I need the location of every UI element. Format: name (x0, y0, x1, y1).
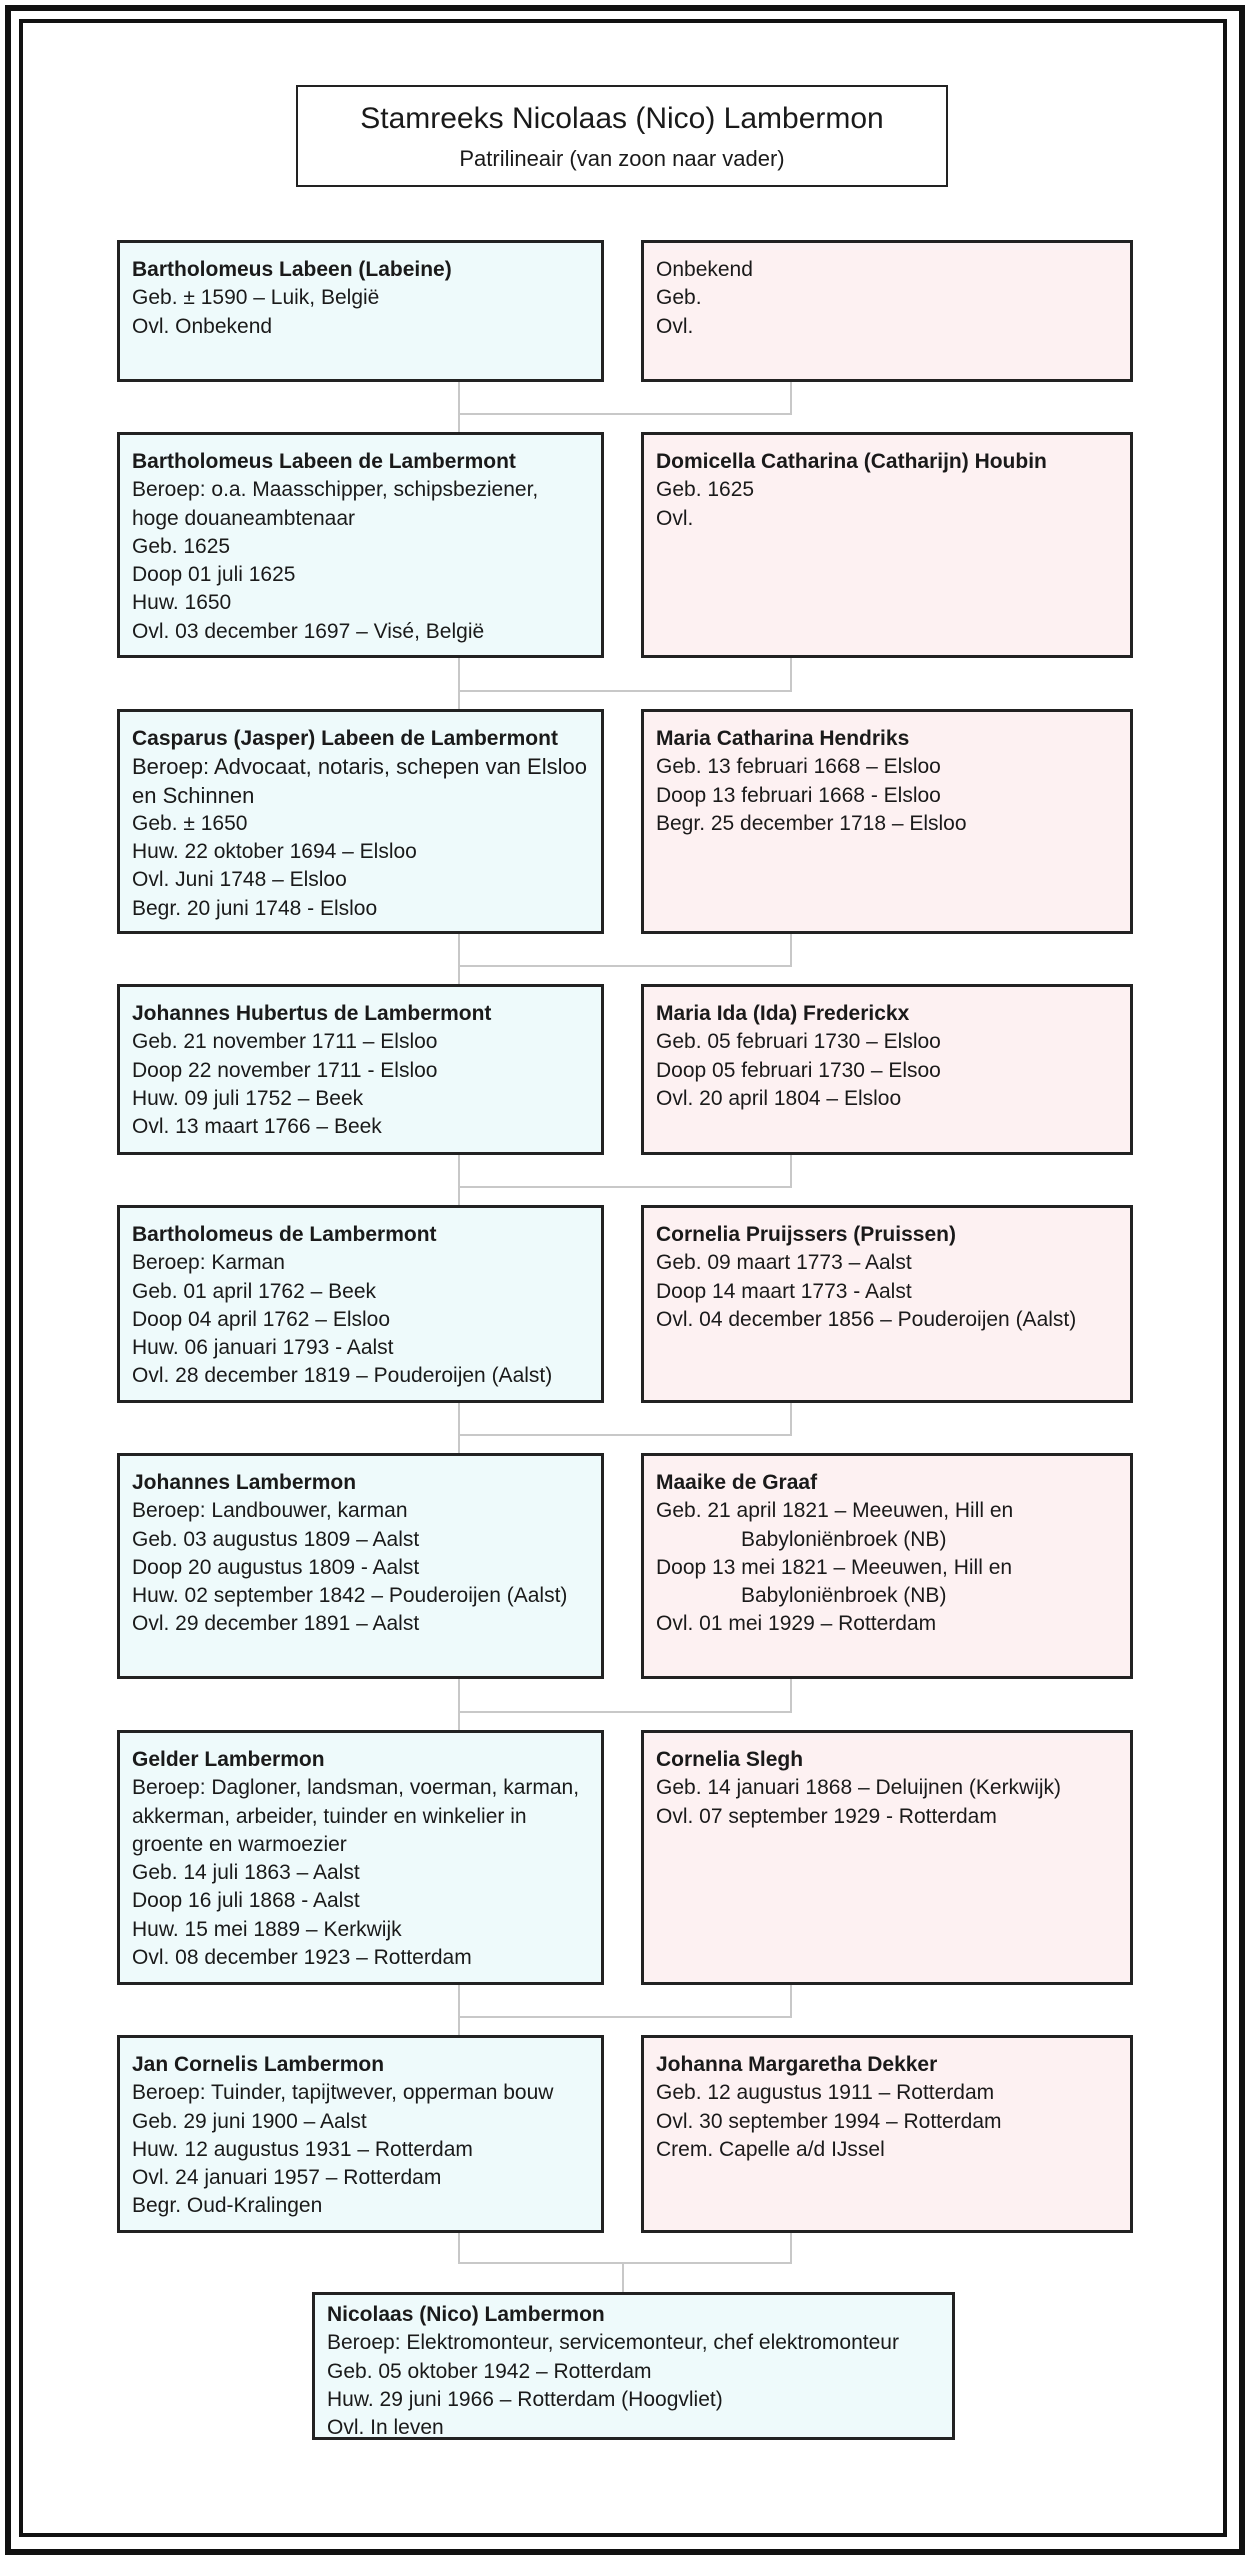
person-detail: Ovl. 03 december 1697 – Visé, België (132, 619, 485, 643)
person-detail: Babyloniënbroek (NB) (741, 1584, 947, 1608)
person-detail: Geb. 21 april 1821 – Meeuwen, Hill en (656, 1499, 1014, 1523)
person-detail: Begr. 20 juni 1748 - Elsloo (132, 896, 378, 920)
person-detail: Ovl. 29 december 1891 – Aalst (132, 1612, 420, 1636)
person-box-father (117, 1453, 604, 1679)
person-detail: Huw. 06 januari 1793 - Aalst (132, 1336, 394, 1360)
person-detail: Ovl. 07 september 1929 - Rotterdam (656, 1804, 997, 1828)
person-detail: Begr. 25 december 1718 – Elsloo (656, 811, 967, 835)
person-name: Bartholomeus de Lambermont (132, 1223, 437, 1246)
person-detail: Doop 13 februari 1668 - Elsloo (656, 783, 941, 807)
connector-segment (458, 1985, 460, 2035)
person-name: Johanna Margaretha Dekker (656, 2053, 938, 2076)
person-detail: Geb. 12 augustus 1911 – Rotterdam (656, 2081, 995, 2105)
person-detail: Ovl. 20 april 1804 – Elsloo (656, 1086, 902, 1110)
person-detail: Ovl. 24 januari 1957 – Rotterdam (132, 2166, 442, 2190)
connector-segment (790, 1679, 792, 1711)
person-detail: Huw. 1650 (132, 591, 232, 615)
person-box-father (117, 709, 604, 934)
person-detail: Geb. 14 juli 1863 – Aalst (132, 1861, 360, 1885)
page-title: Stamreeks Nicolaas (Nico) Lambermon (360, 102, 884, 135)
person-detail: Doop 04 april 1762 – Elsloo (132, 1307, 391, 1331)
person-name: Maria Ida (Ida) Frederickx (656, 1002, 910, 1025)
connector-segment (790, 1403, 792, 1434)
person-detail: Geb. 13 februari 1668 – Elsloo (656, 755, 941, 779)
person-detail: Ovl. 04 december 1856 – Pouderoijen (Aalst) (656, 1307, 1077, 1331)
person-name: Nicolaas (Nico) Lambermon (327, 2303, 605, 2326)
person-detail: Doop 14 maart 1773 - Aalst (656, 1279, 912, 1303)
person-detail: Doop 13 mei 1821 – Meeuwen, Hill en (656, 1555, 1013, 1579)
title-box (296, 85, 948, 187)
person-name: Domicella Catharina (Catharijn) Houbin (656, 450, 1047, 473)
person-detail: Ovl. 30 september 1994 – Rotterdam (656, 2109, 1002, 2133)
person-detail: Huw. 02 september 1842 – Pouderoijen (Aalst) (132, 1584, 568, 1608)
person-box-mother (641, 1205, 1133, 1403)
person-name: Cornelia Pruijssers (Pruissen) (656, 1223, 956, 1246)
person-detail: Ovl. 01 mei 1929 – Rotterdam (656, 1612, 937, 1636)
connector-segment (458, 965, 792, 967)
person-box-father (117, 1730, 604, 1985)
connector-segment (458, 1434, 792, 1436)
person-detail: Ovl. 28 december 1819 – Pouderoijen (Aalst) (132, 1364, 553, 1388)
person-detail: Doop 05 februari 1730 – Elsoo (656, 1058, 941, 1082)
person-detail: Huw. 09 juli 1752 – Beek (132, 1086, 364, 1110)
person-box-final (312, 2292, 955, 2440)
person-box-mother (641, 984, 1133, 1155)
connector-segment (622, 2262, 624, 2292)
person-detail: Huw. 29 juni 1966 – Rotterdam (Hoogvliet) (327, 2387, 723, 2411)
page-subtitle: Patrilineair (van zoon naar vader) (459, 146, 785, 171)
person-detail: Huw. 12 augustus 1931 – Rotterdam (132, 2137, 473, 2161)
person-detail: Ovl. 13 maart 1766 – Beek (132, 1115, 382, 1139)
person-detail: Beroep: Dagloner, landsman, voerman, karman, akkerman, arbeider, tuinder en winkelier in groente en warmoezier (132, 1776, 580, 1856)
person-name: Maria Catharina Hendriks (656, 727, 910, 750)
person-detail: Geb. 14 januari 1868 – Deluijnen (Kerkwijk) (656, 1776, 1062, 1800)
person-box-father (117, 1205, 604, 1403)
person-detail: Doop 16 juli 1868 - Aalst (132, 1889, 360, 1913)
person-detail: Ovl. Juni 1748 – Elsloo (132, 868, 347, 892)
person-box-father (117, 240, 604, 382)
connector-segment (458, 1679, 460, 1730)
person-box-father (117, 2035, 604, 2233)
person-detail: Beroep: o.a. Maasschipper, schipsbeziener, hoge douaneambtenaar (132, 478, 539, 530)
person-detail: Geb. (656, 286, 702, 310)
person-detail: Beroep: Elektromonteur, servicemonteur, chef elektromonteur (327, 2331, 899, 2355)
connector-segment (458, 1186, 792, 1188)
person-detail: Ovl. In leven (327, 2416, 444, 2440)
person-name: Maaike de Graaf (656, 1471, 818, 1494)
person-detail: Geb. 05 oktober 1942 – Rotterdam (327, 2359, 652, 2383)
person-name: Gelder Lambermon (132, 1748, 325, 1771)
connector-segment (458, 1711, 792, 1713)
connector-segment (790, 2233, 792, 2262)
connector-segment (790, 1985, 792, 2016)
connector-segment (790, 382, 792, 413)
person-detail: Beroep: Landbouwer, karman (132, 1499, 408, 1523)
person-name: Bartholomeus Labeen de Lambermont (132, 450, 516, 473)
person-detail: Ovl. 08 december 1923 – Rotterdam (132, 1946, 472, 1970)
person-detail: Geb. 21 november 1711 – Elsloo (132, 1030, 438, 1054)
person-detail: Doop 20 augustus 1809 - Aalst (132, 1555, 420, 1579)
person-detail: Huw. 15 mei 1889 – Kerkwijk (132, 1917, 402, 1941)
person-box-mother (641, 2035, 1133, 2233)
connector-segment (458, 1155, 460, 1205)
connector-segment (458, 2016, 792, 2018)
person-detail: Beroep: Advocaat, notaris, schepen van Elsloo en Schinnen (132, 754, 587, 808)
person-box-mother (641, 709, 1133, 934)
connector-segment (458, 690, 792, 692)
person-detail: Ovl. (656, 506, 694, 530)
connector-segment (458, 2233, 460, 2262)
person-box-mother (641, 1453, 1133, 1679)
connector-segment (458, 413, 792, 415)
person-box-mother (641, 432, 1133, 658)
connector-segment (458, 934, 460, 984)
connector-segment (458, 1403, 460, 1453)
person-detail: Doop 22 november 1711 - Elsloo (132, 1058, 438, 1082)
person-detail: Onbekend (656, 258, 753, 281)
person-detail: Doop 01 juli 1625 (132, 563, 296, 587)
person-detail: Geb. 29 juni 1900 – Aalst (132, 2109, 367, 2133)
person-detail: Geb. 1625 (656, 478, 755, 502)
person-detail: Geb. 09 maart 1773 – Aalst (656, 1251, 912, 1275)
person-name: Bartholomeus Labeen (Labeine) (132, 258, 452, 281)
person-detail: Geb. ± 1650 (132, 811, 248, 835)
person-name: Cornelia Slegh (656, 1748, 804, 1771)
person-detail: Ovl. Onbekend (132, 314, 273, 338)
person-detail: Crem. Capelle a/d IJssel (656, 2137, 885, 2161)
person-detail: Geb. 01 april 1762 – Beek (132, 1279, 377, 1303)
person-box-mother (641, 1730, 1133, 1985)
connector-segment (458, 658, 460, 709)
connector-segment (458, 2262, 792, 2264)
connector-segment (790, 934, 792, 965)
person-detail: Geb. 1625 (132, 534, 231, 558)
person-detail: Geb. ± 1590 – Luik, België (132, 286, 380, 310)
person-detail: Beroep: Karman (132, 1251, 285, 1275)
person-name: Casparus (Jasper) Labeen de Lambermont (132, 727, 558, 750)
person-name: Johannes Hubertus de Lambermont (132, 1002, 492, 1025)
person-box-father (117, 984, 604, 1155)
person-name: Johannes Lambermon (132, 1471, 357, 1494)
person-box-father (117, 432, 604, 658)
person-detail: Geb. 03 augustus 1809 – Aalst (132, 1527, 420, 1551)
person-name: Jan Cornelis Lambermon (132, 2053, 385, 2076)
connector-segment (790, 1155, 792, 1186)
person-detail: Begr. Oud-Kralingen (132, 2194, 323, 2218)
person-detail: Babyloniënbroek (NB) (741, 1527, 947, 1551)
person-detail: Geb. 05 februari 1730 – Elsloo (656, 1030, 941, 1054)
person-box-mother (641, 240, 1133, 382)
connector-segment (790, 658, 792, 690)
person-detail: Beroep: Tuinder, tapijtwever, opperman bouw (132, 2081, 554, 2105)
connector-segment (458, 382, 460, 432)
person-detail: Ovl. (656, 314, 694, 338)
person-detail: Huw. 22 oktober 1694 – Elsloo (132, 840, 417, 864)
